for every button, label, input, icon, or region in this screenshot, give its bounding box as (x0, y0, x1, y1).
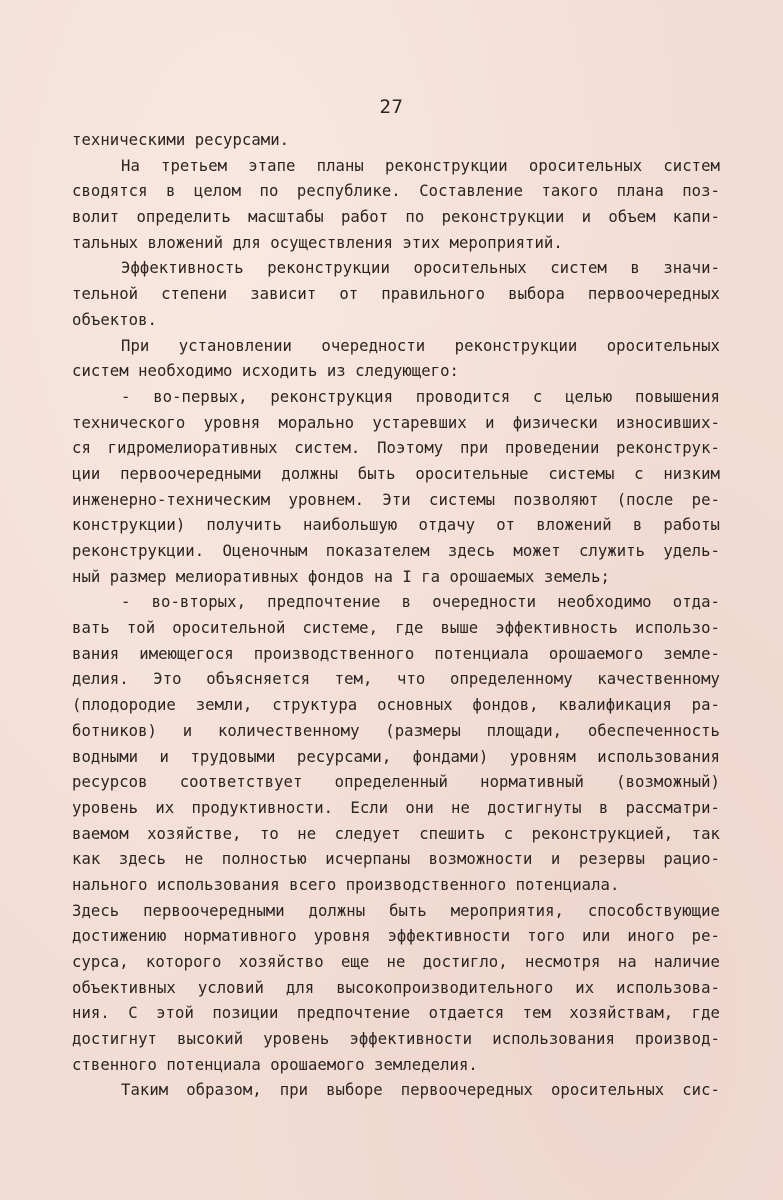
text-line: вать той оросительной системе, где выше эффективность использо- (72, 619, 720, 638)
text-line: - во-первых, реконструкция проводится с целью повышения (121, 387, 720, 406)
text-line: инженерно-техническим уровнем. Эти системы позволяют (после ре- (72, 490, 720, 509)
text-line: ния. С этой позиции предпочтение отдается тем хозяйствам, где (72, 1004, 720, 1023)
text-line: ции первоочередными должны быть оросительные системы с низким (72, 464, 720, 483)
text-body (72, 128, 720, 1104)
text-line: объектов. (72, 310, 157, 329)
text-line: технического уровня морально устаревших и физически износивших- (72, 413, 720, 432)
text-line: При установлении очередности реконструкции оросительных (121, 336, 720, 355)
text-line: делия. Это объясняется тем, что определенному качественному (72, 670, 720, 689)
page-number: 27 (379, 96, 404, 118)
text-line: ся гидромелиоративных систем. Поэтому при проведении реконструк- (72, 439, 720, 458)
text-line: - во-вторых, предпочтение в очередности необходимо отда- (121, 593, 720, 612)
text-line: Здесь первоочередными должны быть мероприятия, способствующие (72, 901, 720, 920)
text-line: волит определить масштабы работ по реконструкции и объем капи- (72, 208, 720, 227)
text-line: сурса, которого хозяйство еще не достигло, несмотря на наличие (72, 953, 720, 971)
text-line: нального использования всего производственного потенциала. (72, 875, 620, 894)
text-line: объективных условий для высокопроизводительного их использова- (72, 978, 720, 997)
text-line: достижению нормативного уровня эффективности того или иного ре- (72, 927, 720, 946)
text-line: сводятся в целом по республике. Составление такого плана поз- (72, 182, 720, 201)
text-line: Эффективность реконструкции оросительных систем в значи- (121, 259, 720, 278)
text-line: конструкции) получить наибольшую отдачу от вложений в работы (72, 516, 720, 535)
text-line: ботников) и количественному (размеры площади, обеспеченность (72, 721, 720, 740)
text-line: тальных вложений для осуществления этих мероприятий. (72, 233, 563, 252)
text-line: ваемом хозяйстве, то не следует спешить с реконструкцией, так (72, 824, 720, 843)
text-line: достигнут высокий уровень эффективности использования производ- (72, 1030, 720, 1049)
text-line: ресурсов соответствует определенный нормативный (возможный) (72, 773, 720, 792)
text-line: водными и трудовыми ресурсами, фондами) уровням использования (72, 747, 720, 766)
text-line: (плодородие земли, структура основных фондов, квалификация ра- (72, 696, 720, 715)
text-line: ственного потенциала орошаемого земледелия. (72, 1055, 478, 1074)
text-line: На третьем этапе планы реконструкции оросительных систем (121, 156, 720, 175)
text-line: уровень их продуктивности. Если они не достигнуты в рассматри- (72, 798, 720, 817)
text-line: ный размер мелиоративных фондов на I га орошаемых земель; (72, 567, 610, 586)
text-line: Таким образом, при выборе первоочередных оросительных сис- (121, 1081, 720, 1100)
text-line: вания имеющегося производственного потенциала орошаемого земле- (72, 644, 720, 663)
text-line: тельной степени зависит от правильного выбора первоочередных (72, 285, 720, 304)
text-line: как здесь не полностью исчерпаны возможности и резервы рацио- (72, 850, 720, 869)
text-line: техническими ресурсами. (72, 131, 290, 149)
text-line: систем необходимо исходить из следующего: (72, 362, 459, 381)
text-line: реконструкции. Оценочным показателем здесь может служить удель- (72, 542, 720, 560)
